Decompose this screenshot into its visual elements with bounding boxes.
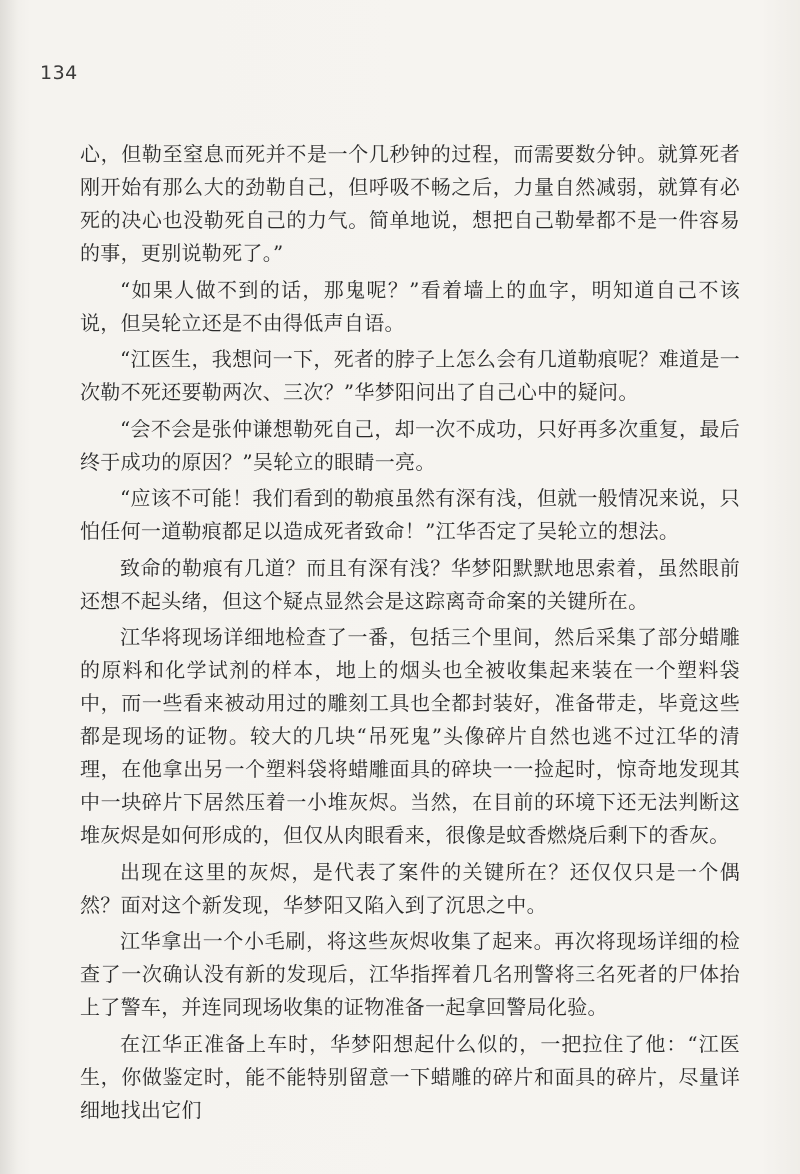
binding-shadow xyxy=(0,0,18,1174)
paragraph: 江华拿出一个小毛刷，将这些灰烬收集了起来。再次将现场详细的检查了一次确认没有新的发现后，江华指挥着几名刑警将三名死者的尸体抬上了警车，并连同现场收集的证物准备一起拿回警局化验。 xyxy=(80,929,740,1019)
paragraph: “应该不可能！我们看到的勒痕虽然有深有浅，但就一般情况来说，只怕任何一道勒痕都足以造成死者致命！”江华否定了吴轮立的想法。 xyxy=(80,486,740,543)
body-text xyxy=(80,138,740,1130)
paragraph: 江华将现场详细地检查了一番，包括三个里间，然后采集了部分蜡雕的原料和化学试剂的样本，地上的烟头也全被收集起来装在一个塑料袋中，而一些看来被动用过的雕刻工具也全都封装好，准备带走，毕竟这些都是现场的证物。较大的几块“吊死鬼”头像碎片自然也逃不过江华的清理，在他拿出另一个塑料袋将蜡雕面具的碎块一一捡起时，惊奇地发现其中一块碎片下居然压着一小堆灰烬。当然，在目前的环境下还无法判断这堆灰烬是如何形成的，但仅从肉眼看来，很像是蚊香燃烧后剩下的香灰。 xyxy=(80,625,740,847)
paragraph: “江医生，我想问一下，死者的脖子上怎么会有几道勒痕呢？难道是一次勒不死还要勒两次、三次？”华梦阳问出了自己心中的疑问。 xyxy=(80,347,740,404)
paragraph: 出现在这里的灰烬，是代表了案件的关键所在？还仅仅只是一个偶然？面对这个新发现，华梦阳又陷入到了沉思之中。 xyxy=(80,859,740,917)
page-number: 134 xyxy=(40,62,78,84)
paragraph: 在江华正准备上车时，华梦阳想起什么似的，一把拉住了他：“江医生，你做鉴定时，能不能特别留意一下蜡雕的碎片和面具的碎片，尽量详细地找出它们 xyxy=(80,1031,740,1122)
paragraph: “会不会是张仲谦想勒死自己，却一次不成功，只好再多次重复，最后终于成功的原因？”吴轮立的眼睛一亮。 xyxy=(80,416,740,474)
paragraph: 致命的勒痕有几道？而且有深有浅？华梦阳默默地思索着，虽然眼前还想不起头绪，但这个疑点显然会是这踪离奇命案的关键所在。 xyxy=(80,555,740,613)
paragraph: 心，但勒至窒息而死并不是一个几秒钟的过程，而需要数分钟。就算死者刚开始有那么大的劲勒自己，但呼吸不畅之后，力量自然减弱，就算有必死的决心也没勒死自己的力气。简单地说，想把自己勒晕都不是一件容易的事，更别说勒死了。” xyxy=(80,142,740,265)
paragraph: “如果人做不到的话，那鬼呢？”看着墙上的血字，明知道自己不该说，但吴轮立还是不由得低声自语。 xyxy=(80,277,740,335)
